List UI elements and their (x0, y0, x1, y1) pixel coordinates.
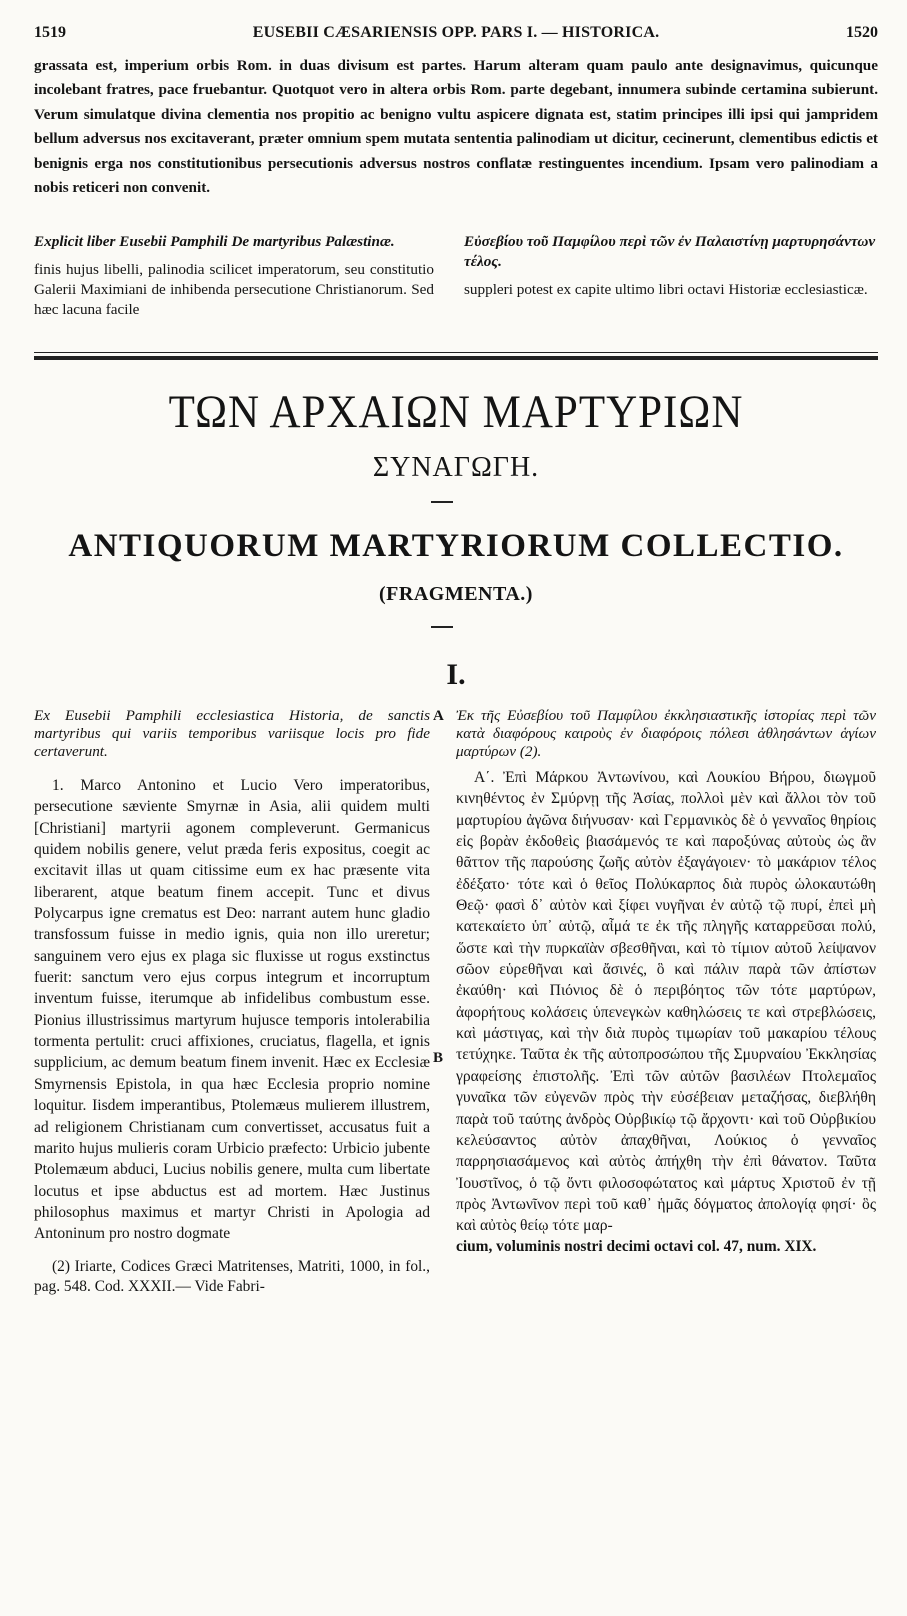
running-head (34, 24, 878, 44)
latin-column-body: 1. Marco Antonino et Lucio Vero imperatoribus, persecutione sæviente Smyrnæ in Asia, alii quidem multi [Christiani] martyrii agonem compleverunt. Germanicus quidem nobilis genere, velut præda feris expositus, coegit ac excitavit illas ut quam citissime eum ex hac præsente vita liberarent, atque beatum finem accepit. Tunc et divus Polycarpus igne crematus est Deo: narrant autem hunc gladio transfossum fuisse in medio ignis, quia non illo ureretur; sanguinem vero ejus ex plaga sic fluxisse ut rogus exstinctus fuerit: sanctum vero ejus corpus integrum et incorruptum inventum fuisse, iterumque ab infidelibus combustum esse. Pionius illustrissimus martyrum hujusce temporis intolerabilia tormenta pertulit: cruci affixiones, cruciatus, flagella, et ignis supplicium, ac demum beatum finem invenit. Hæc ex Ecclesiæ Smyrnensis Epistola, in qua hæc Ecclesia proprio nomine loquitur. Iisdem imperantibus, Ptolemæus mulierem illustrem, ad religionem Christianam cum convertisset, accusatus fuit a marito hujus mulieris coram Urbicio præfecto: Urbicio jubente Ptolemæum abduci, Lucius nobilis genere, multa cum libertate locutus et ipse abductus est ad mortem. Hæc Justinus philosophus maximus et martyr Christi in Apologia ad Antoninum pro nostro dogmate (34, 777, 430, 1243)
greek-column (456, 707, 876, 1257)
title-dash (431, 501, 453, 503)
explicit-left-column (34, 232, 434, 320)
previous-text-block (34, 54, 878, 200)
subtitle-dash (431, 626, 453, 628)
latin-subtitle: (FRAGMENTA.) (379, 583, 533, 605)
section-number: I. (446, 658, 466, 691)
explicit-right-column (464, 232, 878, 300)
separator-rule-thin (34, 352, 878, 353)
separator-rule-thick (34, 356, 878, 360)
greek-subtitle: ΣΥΝΑΓΩΓΗ. (372, 452, 540, 483)
explicit-latin: Explicit liber Eusebii Pamphili De martyribus Palæstinæ. (34, 233, 395, 250)
margin-letter-a: A (433, 708, 444, 724)
running-title: EUSEBII CÆSARIENSIS OPP. PARS I. — HISTORICA. (252, 24, 660, 41)
explicit-greek: Εὐσεβίου τοῦ Παμφίλου περὶ τῶν ἐν Παλαιστίνῃ μαρτυρησάντων τέλος. (464, 233, 876, 270)
page-number-left: 1519 (34, 24, 66, 41)
page-number-right: 1520 (846, 24, 878, 41)
greek-column-heading: Ἐκ τῆς Εὐσεβίου τοῦ Παμφίλου ἐκκλησιαστικῆς ἱστορίας περὶ τῶν κατὰ διαφόρους καιροὺς ἐν διαφόροις πόλεσι ἀθλησάντων ἁγίων μαρτύρων (2). (456, 707, 876, 760)
explicit-right-note: suppleri potest ex capite ultimo libri octavi Historiæ ecclesiasticæ. (464, 281, 868, 298)
footnote: (2) Iriarte, Codices Græci Matritenses, Matriti, 1000, in fol., pag. 548. Cod. XXXII.— Vide Fabri- (34, 1257, 430, 1295)
margin-letter-b: B (433, 1050, 444, 1066)
latin-column-heading: Ex Eusebii Pamphili ecclesiastica Historia, de sanctis martyribus qui variis temporibus variisque locis pro fide certaverunt. (34, 707, 430, 760)
latin-column (34, 707, 430, 1297)
explicit-latin-note: finis hujus libelli, palinodia scilicet imperatorum, seu constitutio Galerii Maximiani de inhibenda persecutione Christianorum. Sed hæc lacuna facile (34, 261, 434, 318)
latin-title: ANTIQUORUM MARTYRIORUM COLLECTIO. (68, 528, 844, 564)
previous-text-paragraph: grassata est, imperium orbis Rom. in duas divisum est partes. Harum alteram quam paulo ante designavimus, quicunque incolebant fratres, pace fruebantur. Quotquot vero in altera orbis Rom. parte degebant, innumera subinde certamina subierunt. Verum simulatque divina clementia nos propitio ac benigno vultu aspicere dignata est, statim principes illi ipsi qui jampridem bellum adversus nos excitaverant, præter omnium spem mutata sententia palinodiam ut dicitur, cecinerunt, clementibus edictis et benignis erga nos constitutionibus persecutionis adversus nostros conflatæ restinguentes incendium. Ipsam vero palinodiam a nobis reticeri non convenit. (34, 57, 878, 197)
greek-title: ΤΩΝ ΑΡΧΑΙΩΝ ΜΑΡΤΥΡΙΩΝ (168, 387, 744, 438)
explicit-section (34, 232, 878, 336)
greek-column-body: Α΄. Ἐπὶ Μάρκου Ἀντωνίνου, καὶ Λουκίου Βήρου, διωγμοῦ κινηθέντος ἐν Σμύρνῃ τῆς Ἀσίας, πολλοὶ μὲν καὶ ἄλλοι τὸν τοῦ μαρτυρίου ἀγῶνα διήνυσαν· καὶ Γερμανικὸς δὲ ὁ γενναῖος θηρίοις εἰς βορὰν ἐκδοθεὶς βιασάμενός τε καὶ παροξύνας αὐτοὺς ὡς ἂν θᾶττον τῆς παρούσης ζωῆς αὐτὸν ἐξαγάγοιεν· τὸ μακάριον τέλος ἐδέξατο· τότε καὶ ὁ θεῖος Πολύκαρπος διὰ πυρὸς ὡλοκαυτώθη Θεῷ· φασὶ δ᾽ αὐτὸν καὶ ξίφει νυγῆναι ἐν αὐτῷ τῷ πυρί, ἐπεὶ μὴ κατεκαίετο ὑπ᾽ αὐτῷ, αἷμά τε ἐκ τῆς πληγῆς καταρρεῦσαι πολύ, ὥστε καὶ τὴν πυρκαϊὰν σβεσθῆναι, καὶ τὸ τίμιον αὐτοῦ λείψανον σῶον εὑρεθῆναι καὶ ἄσινές, ὃ καὶ πάλιν παρὰ τῶν ἀπίστων ἐκαύθη· καὶ Πιόνιος δὲ ὁ περιβόητος τῶν τότε μαρτύρων, ἀφορήτους κολάσεις ὑπενεγκὼν καθηλώσεις τε καὶ στρεβλώσεις, καὶ μάστιγας, καὶ τὴν διὰ πυρὸς τιμωρίαν τοῦ μακαρίου τέλους τετύχηκε. Ταῦτα ἐκ τῆς αὐτοπροσώπου τῆς Σμυρναίου Ἐκκλησίας γραφείσης ἐπιστολῆς. Ἐπὶ τῶν αὐτῶν βασιλέων Πτολεμαῖος γυναῖκα τῶν εὐγενῶν πρὸς τὴν εὐσέβειαν μεταζήσας, διεβλήθη παρὰ τοῦ ταύτης ἀνδρὸς Οὐρβικίῳ τῷ ἄρχοντι· καὶ τοῦ Οὐρβικίου κελεύσαντος αὐτὸν ἀπαχθῆναι, Λούκιος ὁ γενναῖος παρρησιασάμενος καὶ αὐτὸς ἀπήχθη τὴν ἐπὶ θάνατον. Ταῦτα Ἰουστῖνος, ὁ τῷ ὄντι φιλοσοφώτατος καὶ μάρτυς Χριστοῦ ἐν τῇ πρὸς Ἀντωνῖνον περὶ τοῦ καθ᾽ ἡμᾶς δόγματος ἀπολογίᾳ φησί· ὃς καὶ αὐτὸς θείῳ τότε μαρ- (456, 769, 876, 1235)
footnote-continuation: cium, voluminis nostri decimi octavi col. 47, num. XIX. (456, 1237, 817, 1255)
